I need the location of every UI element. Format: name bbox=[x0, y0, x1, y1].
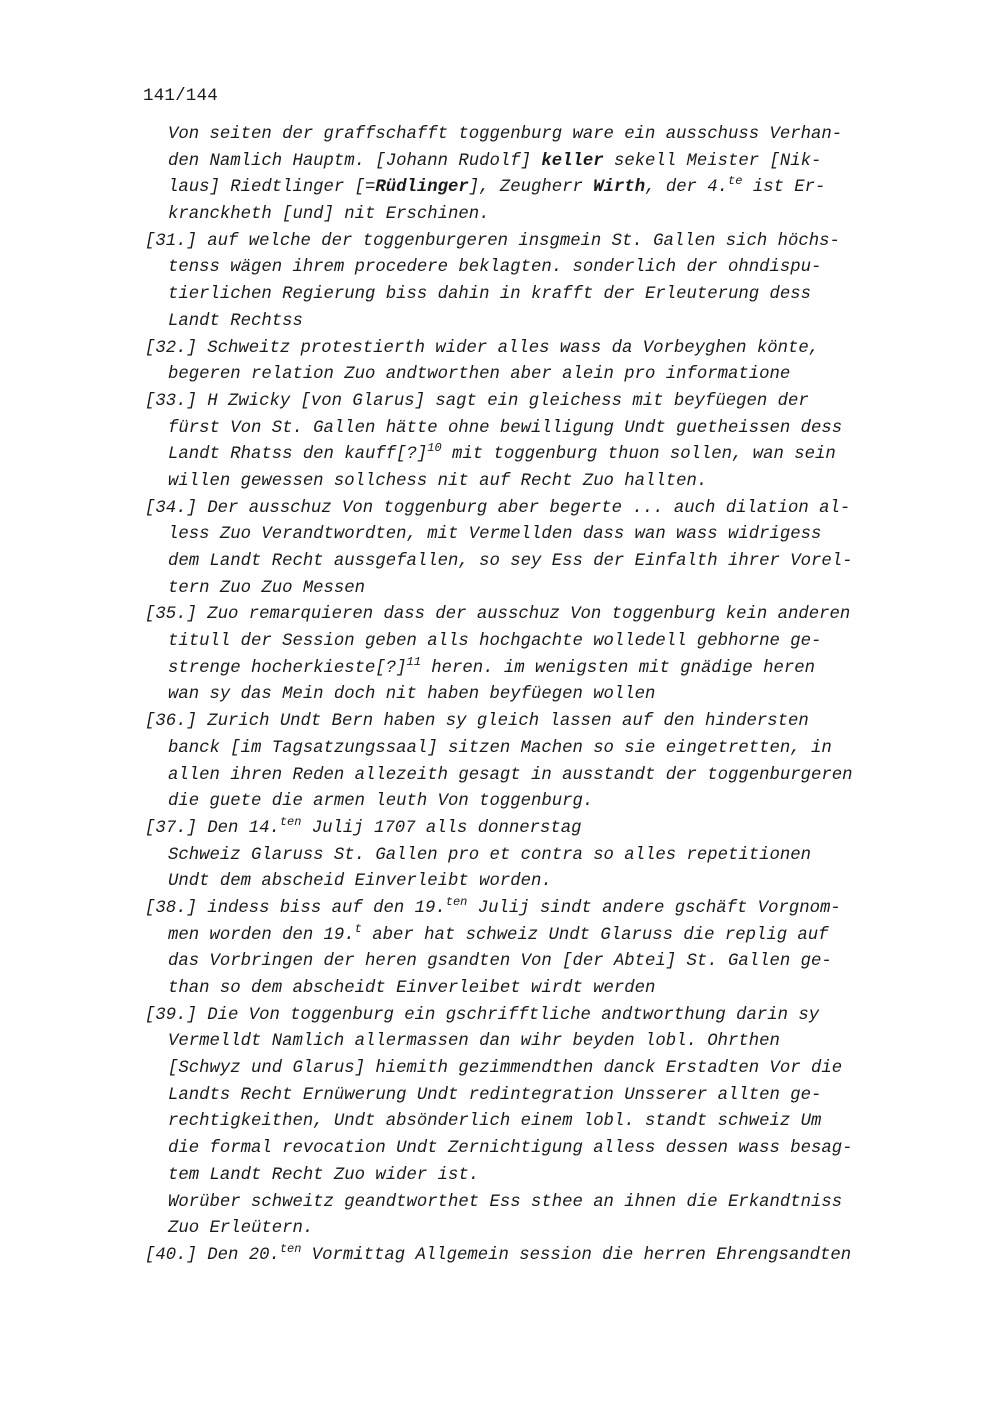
text-line bbox=[145, 336, 925, 363]
line-text: die guete die armen leuth Von toggenburg. bbox=[168, 792, 594, 812]
line-text: das Vorbringen der heren gsandten Von [der Abtei] St. Gallen ge- bbox=[168, 952, 832, 972]
line-text: [40.] Den 20. bbox=[145, 1245, 280, 1265]
text-line bbox=[145, 549, 925, 576]
text-line bbox=[145, 469, 925, 496]
text-line bbox=[145, 789, 925, 816]
line-text: laus] Riedtlinger [= bbox=[168, 178, 376, 198]
text-line bbox=[145, 389, 925, 416]
page-number: 141/144 bbox=[143, 86, 218, 106]
line-text: Landt Rechtss bbox=[168, 311, 303, 331]
text-line bbox=[145, 416, 925, 443]
line-text: kranckheth [und] nit Erschinen. bbox=[168, 205, 490, 225]
line-text: fürst Von St. Gallen hätte ohne bewilligung Undt guetheissen dess bbox=[168, 418, 843, 438]
text-line bbox=[145, 1243, 925, 1270]
line-text: [Schwyz und Glarus] hiemith gezimmendthen danck Erstadten Vor die bbox=[168, 1059, 843, 1079]
line-text: Von seiten der graffschafft toggenburg ware ein ausschuss Verhan- bbox=[168, 125, 843, 144]
line-text: banck [im Tagsatzungssaal] sitzen Machen so sie eingetretten, in bbox=[168, 738, 832, 758]
text-line bbox=[145, 496, 925, 523]
superscript: t bbox=[354, 921, 362, 936]
line-text: than so dem abscheidt Einverleibet wirdt werden bbox=[168, 979, 656, 998]
text-line bbox=[145, 1216, 925, 1243]
text-line bbox=[145, 309, 925, 336]
line-text: die formal revocation Undt Zernichtigung alless dessen wass besag- bbox=[168, 1139, 853, 1159]
line-text: men worden den 19. bbox=[168, 925, 355, 945]
line-text: Vermelldt Namlich allermassen dan wihr beyden lobl. Ohrthen bbox=[168, 1032, 780, 1052]
text-line bbox=[145, 282, 925, 309]
line-text: [35.] Zuo remarquieren dass der ausschuz Von toggenburg kein anderen bbox=[145, 605, 851, 625]
text-line bbox=[145, 602, 925, 629]
text-line bbox=[145, 1029, 925, 1056]
line-text: [34.] Der ausschuz Von toggenburg aber begerte ... auch dilation al- bbox=[145, 498, 851, 518]
text-line bbox=[145, 869, 925, 896]
line-text: Zuo Erleütern. bbox=[168, 1219, 314, 1239]
line-text: Vormittag Allgemein session die herren Ehrengsandten bbox=[301, 1245, 852, 1265]
line-text: tenss wägen ihrem procedere beklagten. sonderlich der ohndispu- bbox=[168, 258, 822, 278]
bold-name: Rüdlinger bbox=[375, 178, 469, 198]
text-line bbox=[145, 1056, 925, 1083]
line-text: wan sy das Mein doch nit haben beyfüegen wollen bbox=[168, 685, 656, 705]
line-text: Worüber schweitz geandtworthet Ess sthee an ihnen die Erkandtniss bbox=[168, 1192, 843, 1212]
text-line bbox=[145, 736, 925, 763]
text-line bbox=[145, 362, 925, 389]
line-text: Schweiz Glaruss St. Gallen pro et contra so alles repetitionen bbox=[168, 845, 811, 865]
line-text: [31.] auf welche der toggenburgeren insgmein St. Gallen sich höchs- bbox=[145, 231, 840, 251]
line-text: ist Er- bbox=[742, 178, 826, 198]
superscript: ten bbox=[279, 814, 302, 829]
line-text: Undt dem abscheid Einverleibt worden. bbox=[168, 872, 552, 892]
text-line bbox=[145, 1136, 925, 1163]
text-line bbox=[145, 763, 925, 790]
line-text: [38.] indess biss auf den 19. bbox=[145, 898, 446, 918]
transcription-body bbox=[145, 122, 925, 1270]
text-line bbox=[145, 843, 925, 870]
line-text: titull der Session geben alls hochgachte wolledell gebhorne ge- bbox=[168, 632, 822, 652]
text-line bbox=[145, 1190, 925, 1217]
text-line bbox=[145, 682, 925, 709]
line-text: begeren relation Zuo andtworthen aber alein pro informatione bbox=[168, 365, 791, 385]
line-text: Julij 1707 alls donnerstag bbox=[301, 818, 582, 838]
text-line bbox=[145, 522, 925, 549]
text-line bbox=[145, 175, 925, 202]
line-text: willen gewessen sollchess nit auf Recht Zuo hallten. bbox=[168, 471, 708, 491]
text-line bbox=[145, 1083, 925, 1110]
bold-name: keller bbox=[541, 151, 604, 171]
line-text: [37.] Den 14. bbox=[145, 818, 280, 838]
text-line bbox=[145, 949, 925, 976]
line-text: tierlichen Regierung biss dahin in krafft der Erleuterung dess bbox=[168, 285, 811, 305]
line-text: allen ihren Reden allezeith gesagt in ausstandt der toggenburgeren bbox=[168, 765, 853, 785]
text-line bbox=[145, 1163, 925, 1190]
text-line bbox=[145, 976, 925, 1003]
text-line bbox=[145, 229, 925, 256]
text-line bbox=[145, 1003, 925, 1030]
line-text: , der 4. bbox=[645, 178, 729, 198]
line-text: mit toggenburg thuon sollen, wan sein bbox=[441, 445, 836, 465]
line-text: [33.] H Zwicky [von Glarus] sagt ein gleichess mit beyfüegen der bbox=[145, 391, 809, 411]
line-text: strenge hocherkieste[?] bbox=[168, 658, 407, 678]
line-text: Landt Rhatss den kauff[?] bbox=[168, 445, 428, 465]
line-text: sekell Meister [Nik- bbox=[603, 151, 822, 171]
line-text: Julij sindt andere gschäft Vorgnom- bbox=[467, 898, 841, 918]
text-line bbox=[145, 202, 925, 229]
superscript: 11 bbox=[406, 654, 421, 669]
text-line bbox=[145, 442, 925, 469]
superscript: ten bbox=[445, 894, 468, 909]
text-line bbox=[145, 122, 925, 149]
line-text: [32.] Schweitz protestierth wider alles wass da Vorbeyghen könte, bbox=[145, 338, 820, 358]
line-text: heren. im wenigsten mit gnädige heren bbox=[420, 658, 816, 678]
text-line bbox=[145, 1109, 925, 1136]
line-text: dem Landt Recht aussgefallen, so sey Ess der Einfalth ihrer Vorel- bbox=[168, 552, 853, 571]
text-line bbox=[145, 816, 925, 843]
line-text: [39.] Die Von toggenburg ein gschrifftliche andtworthung darin sy bbox=[145, 1005, 820, 1025]
line-text: ], Zeugherr bbox=[468, 178, 594, 198]
text-line bbox=[145, 629, 925, 656]
text-line bbox=[145, 923, 925, 950]
line-text: less Zuo Verandtwordten, mit Vermellden dass wan wass widrigess bbox=[168, 525, 822, 545]
line-text: tern Zuo Zuo Messen bbox=[168, 578, 366, 598]
text-line bbox=[145, 576, 925, 603]
superscript: te bbox=[728, 174, 743, 189]
line-text: tem Landt Recht Zuo wider ist. bbox=[168, 1165, 480, 1185]
text-line bbox=[145, 709, 925, 736]
text-line bbox=[145, 656, 925, 683]
line-text: aber hat schweiz Undt Glaruss die replig auf bbox=[361, 925, 829, 945]
line-text: [36.] Zurich Undt Bern haben sy gleich lassen auf den hindersten bbox=[145, 712, 809, 732]
superscript: 10 bbox=[427, 441, 442, 456]
bold-name: Wirth bbox=[593, 178, 646, 198]
line-text: rechtigkeithen, Undt absönderlich einem lobl. standt schweiz Um bbox=[168, 1112, 822, 1132]
superscript: ten bbox=[279, 1241, 302, 1256]
text-line bbox=[145, 255, 925, 282]
line-text: Landts Recht Ernüwerung Undt redintegration Unsserer allten ge- bbox=[168, 1085, 822, 1105]
text-line bbox=[145, 896, 925, 923]
line-text: den Namlich Hauptm. [Johann Rudolf] bbox=[168, 151, 542, 171]
text-line bbox=[145, 149, 925, 176]
